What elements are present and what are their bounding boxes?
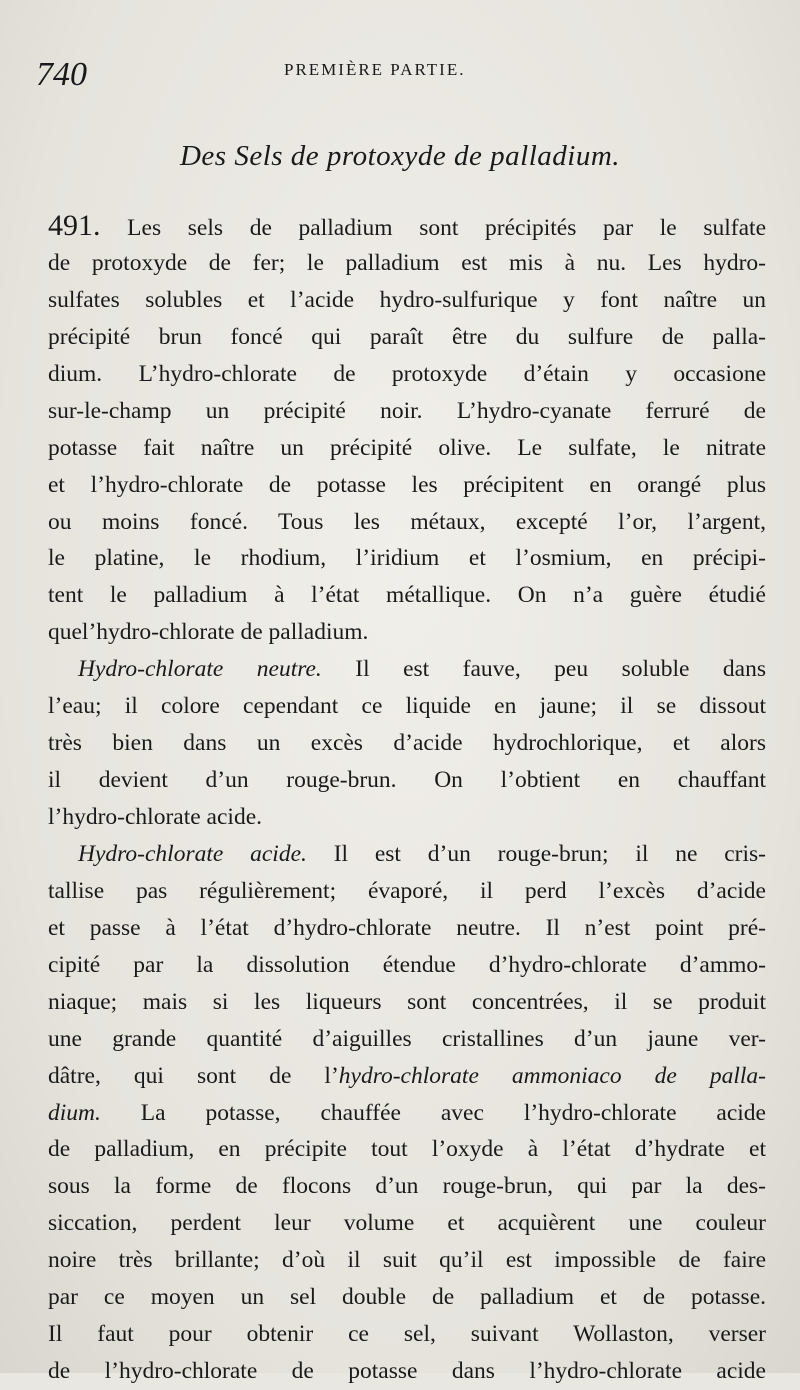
line-text: Les sels de palladium sont précipités par le sulfate: [100, 215, 766, 241]
text-line: [48, 540, 766, 577]
text-line: [48, 430, 766, 467]
line-text: de protoxyde de fer; le palladium est mis à nu. Les hydro-: [48, 249, 766, 276]
line-text: La potasse, chauffée avec l’hydro-chlorate acide: [100, 1099, 766, 1126]
text-line: [48, 614, 766, 651]
line-text: il devient d’un rouge-brun. On l’obtient en chauffant: [48, 767, 766, 794]
text-line: [48, 1242, 766, 1279]
line-text: ou moins foncé. Tous les métaux, excepté l’or, l’argent,: [48, 508, 766, 535]
text-line: [48, 504, 766, 541]
italic-term: dium.: [48, 1099, 101, 1126]
text-line: [48, 651, 766, 688]
text-line: [48, 1168, 766, 1205]
text-line: [48, 1021, 766, 1058]
page-number: 740: [36, 56, 87, 93]
line-text: Il faut pour obtenir ce sel, suivant Wollaston, verser: [48, 1321, 766, 1348]
line-text: potasse fait naître un précipité olive. Le sulfate, le nitrate: [48, 434, 766, 461]
line-text: dâtre, qui sont de l’: [48, 1062, 339, 1089]
text-line: [48, 836, 766, 873]
italic-term: Hydro-chlorate neutre.: [78, 656, 322, 683]
text-line: [48, 725, 766, 762]
body-text: [48, 208, 766, 1390]
line-text: et l’hydro-chlorate de potasse les précipitent en orangé plus: [48, 471, 766, 498]
line-text: tallise pas régulièrement; évaporé, il perd l’excès d’acide: [48, 877, 766, 904]
line-text: de palladium, en précipite tout l’oxyde à l’état d’hydrate et: [48, 1136, 766, 1163]
line-text: l’hydro-chlorate acide.: [48, 804, 263, 830]
text-line: [48, 873, 766, 910]
text-line: [48, 762, 766, 799]
text-line: [48, 467, 766, 504]
text-line: [48, 1316, 766, 1353]
running-head: PREMIÈRE PARTIE.: [284, 60, 466, 79]
text-line: [48, 1058, 766, 1095]
text-line: [48, 577, 766, 614]
section-title: Des Sels de protoxyde de palladium.: [179, 140, 621, 172]
line-text: cipité par la dissolution étendue d’hydro-chlorate d’ammo-: [48, 951, 766, 978]
line-text: et passe à l’état d’hydro-chlorate neutre. Il n’est point pré-: [48, 914, 766, 941]
text-line: [48, 984, 766, 1021]
line-text: siccation, perdent leur volume et acquièrent une couleur: [48, 1210, 766, 1237]
text-line: [48, 393, 766, 430]
paragraph-number: 491.: [48, 209, 101, 242]
text-line: [48, 1095, 766, 1132]
text-line: [48, 1279, 766, 1316]
text-line: [48, 1205, 766, 1242]
italic-term: Hydro-chlorate acide.: [78, 840, 307, 867]
text-line: [48, 245, 766, 282]
line-text: de l’hydro-chlorate de potasse dans l’hydro-chlorate acide: [48, 1358, 766, 1385]
text-line: [48, 947, 766, 984]
line-text: niaque; mais si les liqueurs sont concentrées, il se produit: [48, 988, 766, 1015]
text-line: [48, 282, 766, 319]
line-text: Il est fauve, peu soluble dans: [321, 656, 766, 683]
line-text: noire très brillante; d’où il suit qu’il est impossible de faire: [48, 1247, 766, 1274]
text-line: [48, 208, 766, 245]
line-text: dium. L’hydro-chlorate de protoxyde d’étain y occasione: [48, 360, 766, 387]
text-line: [48, 1131, 766, 1168]
line-text: par ce moyen un sel double de palladium et de potasse.: [48, 1284, 766, 1311]
line-text: très bien dans un excès d’acide hydrochlorique, et alors: [48, 730, 766, 757]
line-text: le platine, le rhodium, l’iridium et l’osmium, en précipi-: [48, 545, 766, 572]
line-text: l’eau; il colore cependant ce liquide en jaune; il se dissout: [48, 693, 766, 720]
page-header: [36, 56, 760, 92]
line-text: sur-le-champ un précipité noir. L’hydro-cyanate ferruré de: [48, 397, 766, 424]
italic-term: hydro-chlorate ammoniaco de palla-: [338, 1062, 766, 1089]
line-text: sulfates solubles et l’acide hydro-sulfurique y font naître un: [48, 286, 766, 313]
line-text: tent le palladium à l’état métallique. On n’a guère étudié: [48, 582, 766, 609]
line-text: une grande quantité d’aiguilles cristallines d’un jaune ver-: [48, 1025, 766, 1052]
text-line: [48, 688, 766, 725]
line-text: Il est d’un rouge-brun; il ne cris-: [306, 840, 766, 867]
line-text: précipité brun foncé qui paraît être du sulfure de palla-: [48, 323, 766, 350]
line-text: quel’hydro-chlorate de palladium.: [48, 619, 369, 646]
text-line: [48, 799, 766, 836]
text-line: [48, 1353, 766, 1390]
text-line: [48, 356, 766, 393]
text-line: [48, 319, 766, 356]
text-line: [48, 910, 766, 947]
line-text: sous la forme de flocons d’un rouge-brun, qui par la des-: [48, 1173, 766, 1200]
